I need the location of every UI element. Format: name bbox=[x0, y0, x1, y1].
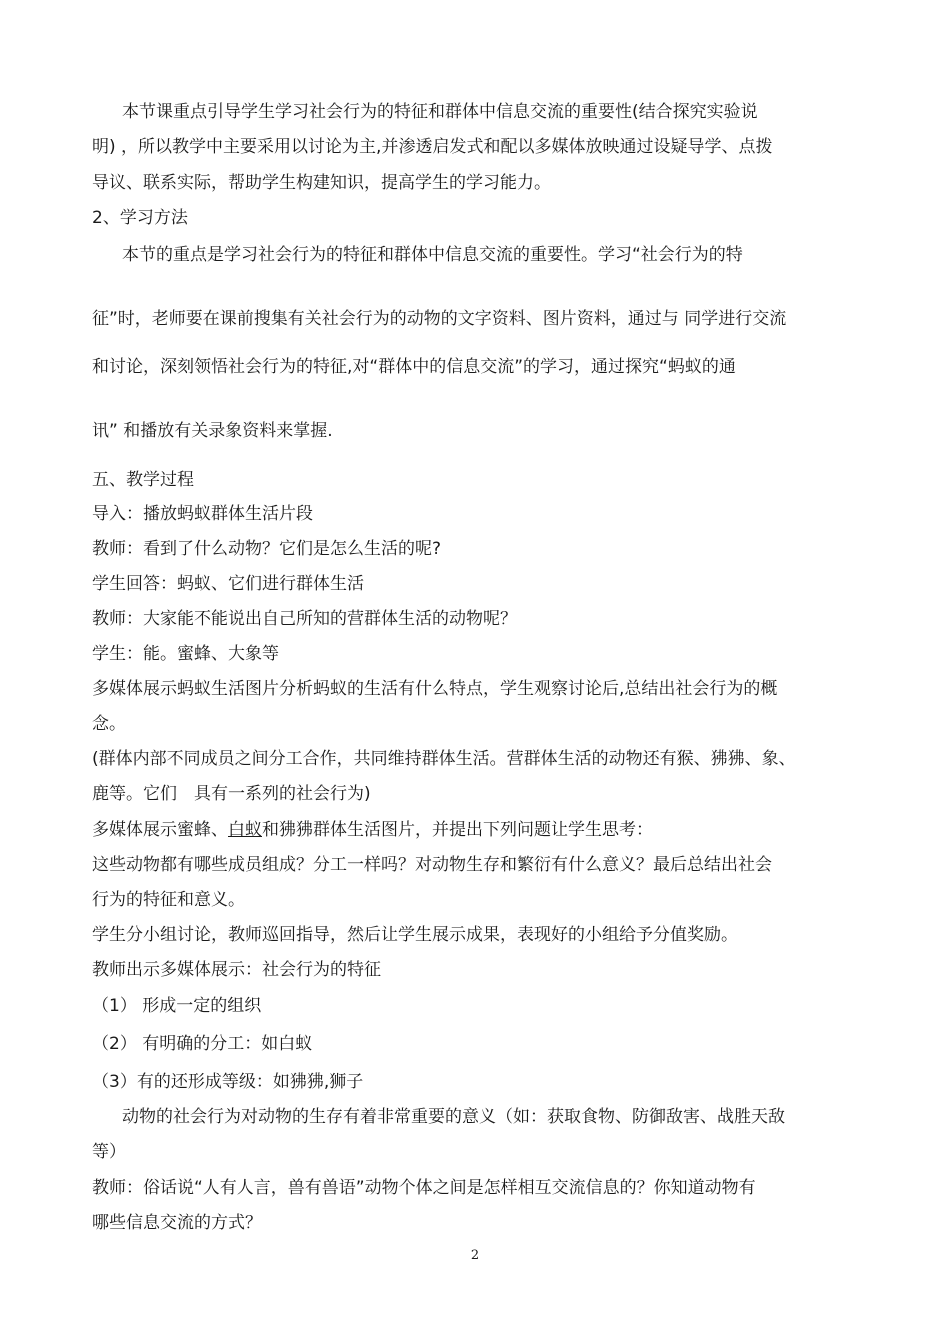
paragraph-line: 多媒体展示蚂蚁生活图片分析蚂蚁的生活有什么特点，学生观察讨论后,总结出社会行为的概 bbox=[92, 679, 778, 699]
paragraph-line: 教师：俗话说“人有人言，兽有兽语”动物个体之间是怎样相互交流信息的？你知道动物有 bbox=[92, 1178, 756, 1198]
text-span: 和狒狒群体生活图片，并提出下列问题让学生思考： bbox=[262, 820, 653, 840]
paragraph-line: 学生：能。蜜蜂、大象等 bbox=[92, 644, 279, 664]
paragraph-line: 这些动物都有哪些成员组成？分工一样吗？对动物生存和繁衍有什么意义？最后总结出社会 bbox=[92, 855, 772, 875]
section-heading: 2、学习方法 bbox=[92, 208, 188, 228]
list-item: （3）有的还形成等级：如狒狒,狮子 bbox=[92, 1072, 364, 1092]
text-span: 多媒体展示蜜蜂、 bbox=[92, 820, 228, 840]
paragraph-line: 导入：播放蚂蚁群体生活片段 bbox=[92, 504, 313, 524]
paragraph-line: 本节的重点是学习社会行为的特征和群体中信息交流的重要性。学习“社会行为的特 bbox=[122, 245, 743, 265]
paragraph-line: 教师：大家能不能说出自己所知的营群体生活的动物呢？ bbox=[92, 609, 517, 629]
paragraph-line: 和讨论，深刻领悟社会行为的特征,对“群体中的信息交流”的学习，通过探究“蚂蚁的通 bbox=[92, 357, 736, 377]
paragraph-line: 鹿等。它们 具有一系列的社会行为) bbox=[92, 784, 371, 804]
paragraph-line: 导议、联系实际，帮助学生构建知识，提高学生的学习能力。 bbox=[92, 173, 551, 193]
paragraph-line: 动物的社会行为对动物的生存有着非常重要的意义（如：获取食物、防御敌害、战胜天敌 bbox=[122, 1107, 785, 1127]
paragraph-line: 行为的特征和意义。 bbox=[92, 890, 245, 910]
paragraph-line: (群体内部不同成员之间分工合作，共同维持群体生活。营群体生活的动物还有猴、狒狒、象、 bbox=[92, 749, 796, 769]
page-number: 2 bbox=[470, 1248, 480, 1263]
paragraph-line bbox=[92, 818, 653, 842]
termite-link[interactable]: 白蚁 bbox=[228, 820, 262, 840]
list-item: （1） 形成一定的组织 bbox=[92, 996, 262, 1016]
paragraph-line: 讯” 和播放有关录象资料来掌握. bbox=[92, 421, 333, 441]
paragraph-line: 教师：看到了什么动物？它们是怎么生活的呢? bbox=[92, 539, 442, 559]
paragraph-line: 学生回答：蚂蚁、它们进行群体生活 bbox=[92, 574, 364, 594]
paragraph-line: 教师出示多媒体展示：社会行为的特征 bbox=[92, 960, 381, 980]
paragraph-line: 念。 bbox=[92, 714, 126, 734]
section-heading: 五、教学过程 bbox=[92, 470, 194, 490]
paragraph-line: 本节课重点引导学生学习社会行为的特征和群体中信息交流的重要性(结合探究实验说 bbox=[122, 102, 758, 122]
paragraph-line: 明) ，所以教学中主要采用以讨论为主,并渗透启发式和配以多媒体放映通过设疑导学、点拨 bbox=[92, 137, 773, 157]
paragraph-line: 征”时，老师要在课前搜集有关社会行为的动物的文字资料、图片资料，通过与 同学进行交流 bbox=[92, 309, 787, 329]
list-item: （2） 有明确的分工：如白蚁 bbox=[92, 1034, 313, 1054]
paragraph-line: 学生分小组讨论，教师巡回指导，然后让学生展示成果，表现好的小组给予分值奖励。 bbox=[92, 925, 738, 945]
paragraph-line: 哪些信息交流的方式？ bbox=[92, 1213, 262, 1233]
paragraph-line: 等） bbox=[92, 1142, 126, 1162]
